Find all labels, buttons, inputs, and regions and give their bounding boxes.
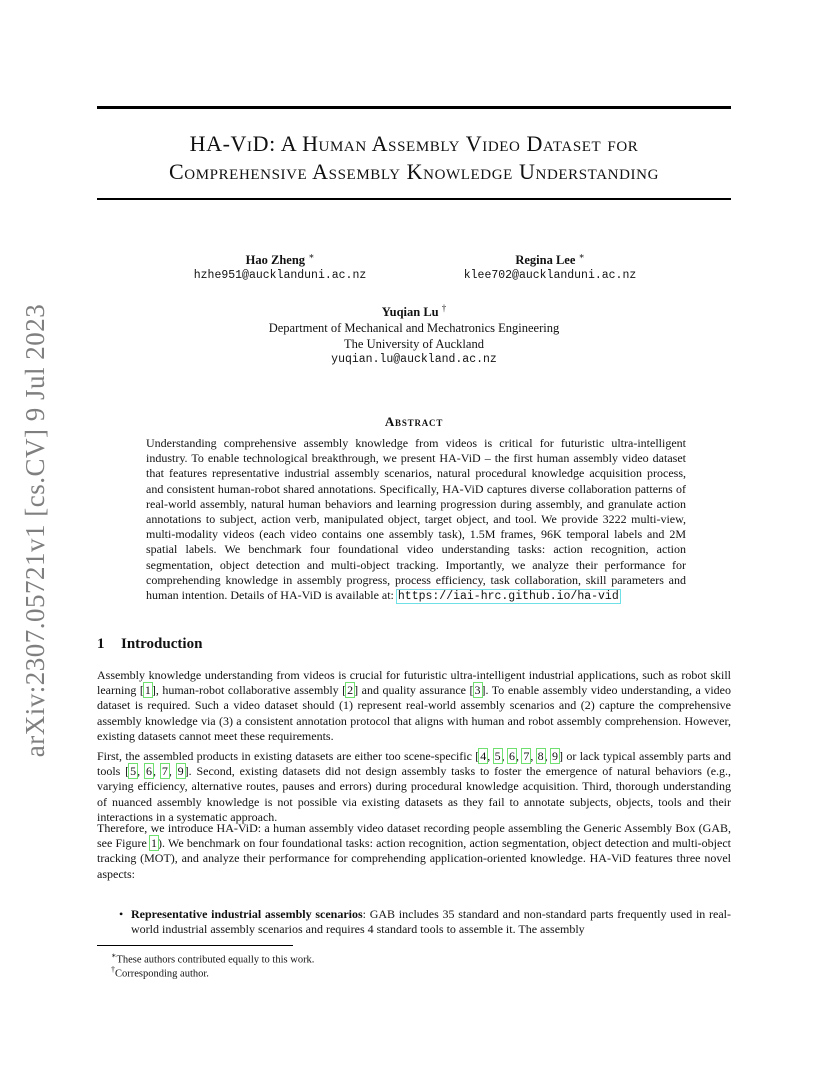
author-name: Yuqian Lu †	[381, 303, 447, 320]
title-line-2: Comprehensive Assembly Knowledge Understanding	[168, 159, 659, 184]
title-top-rule	[97, 106, 731, 109]
section-number: 1	[97, 636, 105, 652]
author-department: Department of Mechanical and Mechatronics Engineering	[268, 321, 560, 336]
citation-link[interactable]: 5	[494, 749, 501, 763]
bullet-marker: •	[119, 907, 124, 921]
author-email: yuqian.lu@auckland.ac.nz	[331, 353, 497, 367]
footnote: ∗These authors contributed equally to this work.	[111, 951, 315, 966]
abstract-heading: Abstract	[384, 414, 444, 429]
footnote: †Corresponding author.	[111, 965, 209, 980]
author-email: hzhe951@aucklanduni.ac.nz	[193, 269, 367, 283]
author-block	[214, 300, 614, 368]
footnote-mark: †	[111, 965, 115, 974]
section-heading	[97, 636, 202, 653]
citation-link[interactable]: 2	[347, 683, 354, 698]
feature-bullet	[119, 907, 732, 937]
dataset-link[interactable]: https://iai-hrc.github.io/ha-vid	[397, 590, 619, 604]
citation-link[interactable]: 1	[144, 683, 151, 698]
arxiv-stamp-text: arXiv:2307.05721v1 [cs.CV] 9 Jul 2023	[20, 303, 51, 757]
intro-paragraph-2: First, the assembled products in existing datasets are either too scene-specific [4, 5, 6, 7, 8, 9] or lack typical assembly parts and tools [5, 6, 7, 9]. Second, existing datasets did not design assembly tasks to foster the emergence of natural behaviors (e.g., varying efficiency, alternative routes, pauses and errors) during procedural knowledge acquisition. Third, thorough understanding of nuanced assembly knowledge is not possible via existing datasets as they fail to annotate subjects, objects, tools and their interactions in a systematic approach.	[97, 749, 732, 824]
author-mark: ∗	[578, 251, 585, 261]
citation-link[interactable]: 8	[537, 749, 544, 763]
citation-link[interactable]: 6	[508, 749, 515, 763]
citation-link[interactable]: 9	[552, 749, 559, 763]
figure-link[interactable]: 1	[151, 836, 158, 851]
bullet-text: : GAB includes 35 standard and non-standard parts frequently used in real-world industrial assembly scenarios and requires 4 standard tools to assemble it. The assembly	[131, 907, 732, 937]
author-block	[420, 248, 680, 284]
abstract-text: Understanding comprehensive assembly knowledge from videos is critical for futuristic ultra-intelligent industry. To enable technological breakthrough, we present HA-ViD – the first human assembly video dataset that features representative industrial assembly scenarios, natural procedural knowledge acquisition process, and consistent human-robot shared annotations. Specifically, HA-ViD captures diverse collaboration patterns of real-world assembly, natural human behaviors and learning progression during assembly, and granulate action annotations to subject, action verb, manipulated object, target object, and tool. We provide 3222 multi-view, multi-modality videos (each video contains one assembly task), 1.5M frames, 96K temporal labels and 2M spatial labels. We benchmark four foundational video understanding tasks: action recognition, action segmentation, object detection and multi-object tracking. Importantly, we analyze their performance for comprehending knowledge in assembly progress, process efficiency, task collaboration, skill parameters and human intention. Details of HA-ViD is available at:	[146, 436, 686, 603]
author-block	[150, 248, 410, 284]
author-name: Hao Zheng ∗	[245, 251, 315, 268]
author-university: The University of Auckland	[344, 337, 484, 352]
footnote-mark: ∗	[111, 951, 117, 960]
citation-link[interactable]: 7	[523, 749, 530, 763]
author-email: klee702@aucklanduni.ac.nz	[463, 269, 637, 283]
citation-link[interactable]: 5	[130, 764, 137, 779]
paper-title	[97, 130, 731, 186]
section-title: Introduction	[121, 636, 203, 652]
citation-link[interactable]: 9	[177, 764, 184, 779]
intro-paragraph-1: Assembly knowledge understanding from videos is crucial for futuristic ultra-intelligent industrial applications, such as robot skill learning [1], human-robot collaborative assembly [2] and quality assurance [3]. To enable assembly video understanding, a video dataset is required. Such a video dataset should (1) represent real-world assembly scenarios and (2) capture the comprehensive assembly knowledge via (3) a consistent annotation protocol that aligns with human and robot assembly comprehension. However, existing datasets cannot meet these requirements.	[97, 668, 731, 743]
citation-link[interactable]: 7	[161, 764, 168, 779]
author-mark: ∗	[308, 251, 315, 261]
author-name: Regina Lee ∗	[515, 251, 585, 268]
citation-link[interactable]: 6	[145, 764, 152, 779]
title-bottom-rule	[97, 198, 731, 200]
title-line-1: HA-ViD: A Human Assembly Video Dataset for	[189, 131, 639, 156]
abstract-body	[146, 436, 686, 604]
citation-link[interactable]: 3	[474, 683, 481, 698]
arxiv-side-stamp	[14, 300, 58, 760]
author-mark: †	[441, 303, 447, 313]
footnote-rule	[97, 945, 293, 946]
bullet-bold-lead: Representative industrial assembly scenarios	[131, 907, 363, 921]
intro-paragraph-3: Therefore, we introduce HA-ViD: a human assembly video dataset recording people assembling the Generic Assembly Box (GAB, see Figure 1). We benchmark on four foundational tasks: action recognition, action segmentation, object detection and multi-object tracking (MOT), and analyze their performance for comprehending application-oriented knowledge. HA-ViD features three novel aspects:	[97, 821, 731, 881]
citation-link[interactable]: 4	[480, 749, 487, 763]
